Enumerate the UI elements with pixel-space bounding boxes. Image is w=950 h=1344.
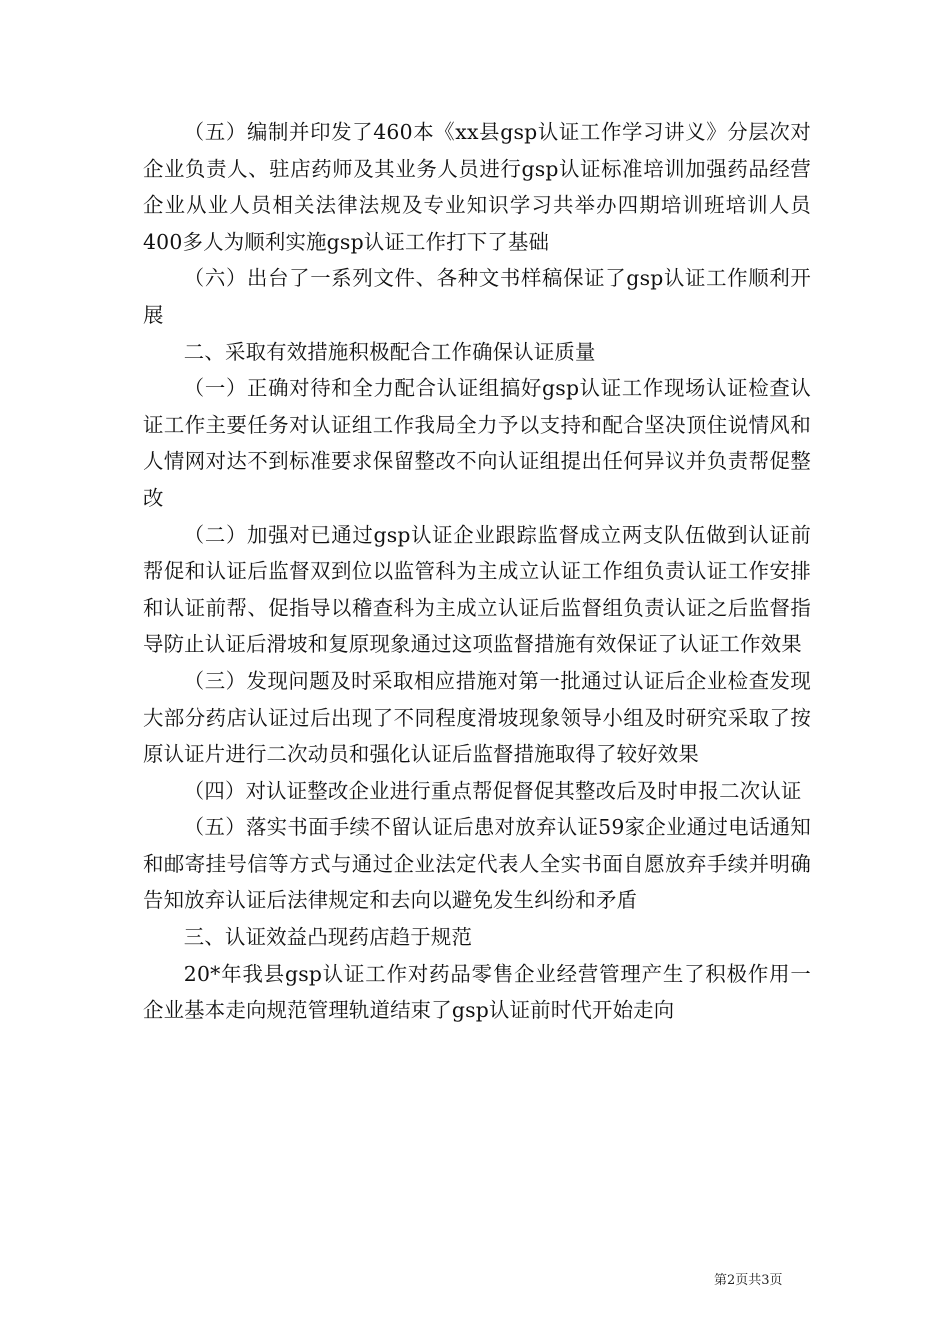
paragraph-section-3-intro: 20*年我县gsp认证工作对药品零售企业经营管理产生了积极作用一企业基本走向规范管理轨道结束了gsp认证前时代开始走向 — [143, 961, 811, 1023]
paragraph-section-2-item-4: （四）对认证整改企业进行重点帮促督促其整改后及时申报二次认证 — [183, 778, 802, 803]
paragraph-section-1-item-6: （六）出台了一系列文件、各种文书样稿保证了gsp认证工作顺利开展 — [143, 266, 811, 327]
paragraph-section-2-item-1: （一）正确对待和全力配合认证组搞好gsp认证工作现场认证检查认证工作主要任务对认证组工作我局全力予以支持和配合坚决顶住说情风和人情网对达不到标准要求保留整改不向认证组提出任何异议并负责帮促整改 — [143, 376, 811, 510]
paragraph-section-2-item-2: （二）加强对已通过gsp认证企业跟踪监督成立两支队伍做到认证前帮促和认证后监督双到位以监管科为主成立认证工作组负责认证工作安排和认证前帮、促指导以稽查科为主成立认证后监督组负责认证之后监督指导防止认证后滑坡和复原现象通过这项监督措施有效保证了认证工作效果 — [143, 522, 811, 657]
paragraph-section-2-item-5: （五）落实书面手续不留认证后患对放弃认证59家企业通过电话通知和邮寄挂号信等方式与通过企业法定代表人全实书面自愿放弃手续并明确告知放弃认证后法律规定和去向以避免发生纠纷和矛盾 — [143, 815, 811, 913]
document-body — [143, 114, 811, 1029]
section-heading-2: 二、采取有效措施积极配合工作确保认证质量 — [183, 339, 596, 364]
page-number-footer: 第2页共3页 — [714, 1273, 783, 1288]
paragraph-section-2-item-3: （三）发现问题及时采取相应措施对第一批通过认证后企业检查发现大部分药店认证过后出现了不同程度滑坡现象领导小组及时研究采取了按原认证片进行二次动员和强化认证后监督措施取得了较好效果 — [143, 668, 811, 767]
section-heading-3: 三、认证效益凸现药店趋于规范 — [183, 925, 473, 950]
paragraph-section-1-item-5: （五）编制并印发了460本《xx县gsp认证工作学习讲义》分层次对企业负责人、驻店药师及其业务人员进行gsp认证标准培训加强药品经营企业从业人员相关法律法规及专业知识学习共举办四期培训班培训人员400多人为顺利实施gsp认证工作打下了基础 — [143, 120, 811, 254]
